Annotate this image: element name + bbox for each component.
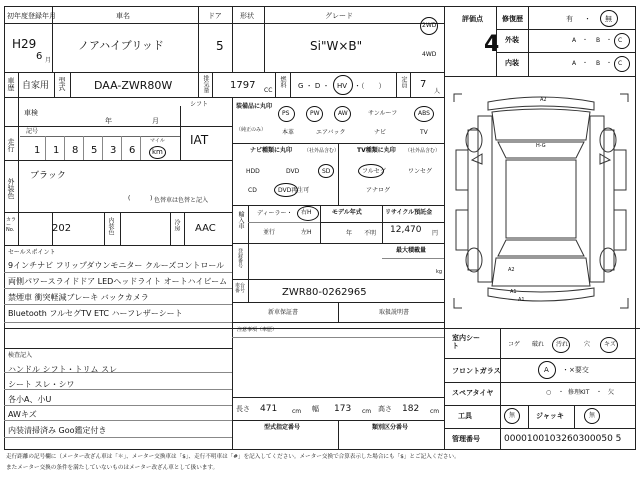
diagram-mark-rear-bumper-2: A1	[518, 297, 525, 303]
color-value: ブラック	[30, 171, 66, 181]
spare-item-4: 欠	[608, 389, 615, 396]
tv-item-1: ワンセグ	[408, 168, 433, 175]
car-name: ノアハイブリッド	[78, 39, 164, 52]
exterior-grade-sep-1: ・	[606, 37, 613, 44]
equipment-2: AW	[338, 110, 348, 117]
length-value: 471	[260, 404, 278, 414]
model-value: DAA-ZWR80W	[94, 79, 173, 92]
exterior-grade-B: B	[596, 37, 601, 44]
seat-item-0: コゲ	[508, 341, 521, 348]
interior-grade-A: A	[572, 60, 577, 67]
spare-item-3: ・	[596, 389, 603, 396]
displacement-label: 排気量	[202, 75, 209, 93]
handle-right: 右H	[301, 209, 312, 216]
sales-line-3: 禁煙車 衝突軽減ブレーキ バックカメラ	[8, 293, 149, 302]
type-cert-label: 型式指定番号	[264, 424, 301, 431]
odometer-digit-6: 6	[129, 145, 136, 156]
sales-line-2: 両側パワースライドドア LEDヘッドライト オートハイビーム	[8, 277, 228, 286]
front-glass-label: フロントガラス	[452, 367, 501, 375]
drive-2wd: 2WD	[422, 22, 437, 29]
sales-line-1: 9インチナビ フリップダウンモニター クルーズコントロール	[8, 261, 225, 270]
notes-history-label: 注意事項（車歴）	[237, 327, 278, 333]
first-reg-month-unit: 月	[45, 57, 52, 64]
usage-label: 車歴	[7, 77, 15, 91]
model-year-unit: 年	[346, 230, 353, 237]
nav-item-1: DVD	[286, 168, 300, 175]
equipment-0: PS	[282, 110, 290, 117]
displacement-value: 1797	[230, 80, 256, 91]
width-value: 173	[334, 404, 352, 414]
ac-value: AAC	[195, 223, 216, 234]
note-line-3: 各小A、小U	[8, 395, 52, 404]
odometer-unit-km: km	[152, 148, 163, 156]
first-reg-year: H29	[12, 37, 37, 51]
note-line-4: AWキズ	[8, 410, 37, 419]
usage-value: 自家用	[22, 81, 50, 91]
inspection-year-unit: 年	[105, 117, 112, 125]
equipment-row2-3: TV	[420, 129, 428, 136]
tv-type-sub: （社外品含む）	[405, 148, 441, 154]
note-line-1: ハンドル シフト・トリム スレ	[8, 365, 118, 374]
nav-item-4: DVD再生可	[278, 187, 310, 194]
jack-label: ジャッキ	[536, 412, 564, 420]
color-code-label: カラーNo.	[6, 217, 17, 233]
capacity-label: 定員	[400, 76, 407, 88]
score-value: 4	[484, 32, 500, 57]
fuel-paren: ・（ ）	[354, 82, 386, 90]
door-label: ドア	[208, 12, 222, 20]
equipment-sub-label: （純正のみ）	[236, 127, 267, 133]
interior-grade-sep-0: ・	[582, 60, 589, 67]
spare-item-1: ・	[558, 389, 565, 396]
sales-line-4: Bluetooth フルセグTV ETC ハーフレザーシート	[8, 309, 183, 318]
exterior-label: 外装	[505, 36, 519, 44]
new-car-warranty: 新車保証書	[268, 309, 299, 316]
interior-grade-B: B	[596, 60, 601, 67]
jack-value: 無	[589, 412, 596, 419]
fuel-selected: HV	[337, 82, 348, 90]
diagram-mark-front: A2	[540, 97, 547, 103]
front-glass-a: A	[544, 366, 549, 374]
recycle-unit: 円	[432, 230, 439, 237]
owner-manual: 取扱説明書	[379, 309, 410, 316]
note-line-2: シート スレ・シワ	[8, 380, 75, 389]
tool-value: 無	[509, 412, 516, 419]
seat-item-2: 汚れ	[556, 341, 569, 348]
import-label: 輸入車	[237, 211, 244, 229]
exterior-grade-C: C	[618, 37, 623, 44]
fuel-label: 燃料	[279, 76, 286, 88]
inspector-notes-label: 検査記入	[8, 352, 33, 359]
repair-label: 修復歴	[502, 15, 523, 23]
footer-note-2: またメーター交換の条件を満たしていないものはメーター改ざん車として扱います。	[6, 465, 219, 471]
equipment-1: PW	[310, 110, 320, 117]
first-reg-month: 6	[36, 51, 43, 62]
interior-color-label: 内装色	[107, 217, 114, 235]
exterior-grade-A: A	[572, 37, 577, 44]
diagram-mark-rear-bumper: A1	[510, 289, 517, 295]
nav-item-3: CD	[248, 187, 257, 194]
height-label: 高さ	[378, 405, 392, 413]
length-label: 長さ	[236, 405, 250, 413]
odometer-symbol-label: 記号	[26, 128, 39, 135]
footer-note-1: 走行距離の記号欄に（メーター改ざん車は「＊」、メーター交換車は「$」、走行不明車は「#」を記入してください。メーター交換で合算表示した場合にも「$」とご記入ください。	[6, 454, 460, 460]
tv-type-label: TV種類に丸印	[357, 147, 396, 154]
equipment-row2-0: 本革	[282, 129, 295, 136]
import-dealer: ディーラー・	[257, 210, 293, 217]
recycle-value: 12,470	[390, 225, 422, 235]
seat-item-4: キズ	[604, 341, 616, 348]
handle-left: 左H	[301, 229, 312, 236]
nav-item-0: HDD	[246, 168, 260, 175]
model-year-value: 不明	[364, 230, 377, 237]
color-paren-close: )	[150, 195, 153, 202]
diagram-mark-roof: H-G	[536, 143, 546, 149]
chassis-value: ZWR80-0262965	[282, 287, 367, 298]
ac-label: 冷房	[173, 219, 180, 231]
spare-tire-label: スペアタイヤ	[452, 389, 494, 397]
inspection-label: 車検	[24, 109, 38, 117]
nav-item-2: SD	[322, 168, 331, 175]
inspection-month-unit: 月	[152, 117, 159, 125]
shape-label: 形状	[240, 12, 254, 20]
interior-label: 内装	[505, 59, 519, 67]
tv-item-2: アナログ	[366, 187, 391, 194]
nav-type-sub: （社外品含む）	[304, 148, 340, 154]
width-unit: cm	[362, 408, 372, 415]
seat-label: 室内シート	[452, 334, 480, 351]
score-label: 評価点	[462, 15, 483, 23]
odometer-digit-5: 3	[110, 145, 117, 156]
chassis-label: 車台番号	[235, 283, 246, 294]
color-paren: (	[128, 195, 131, 202]
mgmt-label: 管理番号	[452, 435, 480, 443]
interior-grade-C: C	[618, 60, 623, 67]
width-label: 幅	[312, 405, 319, 413]
capacity-unit: 人	[434, 88, 441, 95]
seat-item-1: 破れ	[532, 341, 545, 348]
repair-no: 無	[605, 15, 612, 23]
displacement-unit: CC	[264, 87, 273, 94]
recycle-label: リサイクル預託金	[385, 209, 433, 216]
color-code: 202	[52, 223, 72, 234]
max-load-label: 最大積載量	[396, 247, 427, 254]
nav-type-label: ナビ種類に丸印	[250, 147, 293, 154]
shift-value: IAT	[190, 133, 209, 147]
import-parallel: 並行	[263, 229, 276, 236]
class-number-label: 類別区分番号	[372, 424, 409, 431]
seat-item-3: 穴	[584, 341, 591, 348]
equipment-4: ABS	[418, 110, 430, 117]
registration-label: 登録番号	[237, 248, 243, 268]
odometer-digit-3: 8	[72, 145, 79, 156]
odometer-digit-1: 1	[34, 145, 41, 156]
odometer-unit-mile: マイル	[150, 138, 165, 144]
grade-value: Si"W×B"	[310, 39, 363, 53]
color-label: 外装色	[7, 178, 15, 199]
sales-points-label: セールスポイント	[8, 249, 56, 256]
tool-label: 工具	[458, 412, 472, 420]
model-label: 型式	[58, 77, 66, 91]
fuel-options: G ・ D ・	[298, 82, 330, 90]
odometer-digit-4: 5	[91, 145, 98, 156]
height-value: 182	[402, 404, 420, 414]
height-unit: cm	[430, 408, 440, 415]
mgmt-value: 0000100103260300050 5	[504, 434, 622, 444]
capacity-value: 7	[420, 79, 427, 90]
shift-label: シフト	[190, 101, 209, 108]
tv-item-0: フルセグ	[362, 168, 386, 175]
interior-grade-sep-1: ・	[606, 60, 613, 67]
exterior-grade-sep-0: ・	[582, 37, 589, 44]
front-glass-x: ・×要交	[562, 366, 589, 374]
note-line-5: 内装清掃済み Goo鑑定付き	[8, 426, 107, 435]
spare-item-2: 修理KIT	[568, 389, 590, 396]
max-load-unit: kg	[436, 269, 443, 275]
equipment-label: 装備品に丸印	[236, 103, 273, 110]
diagram-mark-rear: A2	[508, 267, 515, 273]
odometer-label: 走行	[7, 138, 15, 152]
repair-dot: ・	[584, 15, 591, 23]
spare-item-0: ○	[546, 389, 552, 396]
model-year-label: モデル年式	[332, 209, 362, 216]
color-note: 色替車は色替と記入	[154, 197, 209, 204]
grade-label: グレード	[325, 12, 353, 20]
damage-diagram	[448, 80, 634, 326]
length-unit: cm	[292, 408, 302, 415]
equipment-row2-2: ナビ	[374, 129, 387, 136]
equipment-3: サンルーフ	[368, 110, 398, 117]
car-name-label: 車名	[116, 12, 130, 20]
drive-4wd: 4WD	[422, 51, 437, 58]
door-count: 5	[216, 39, 224, 53]
odometer-digit-2: 1	[53, 145, 60, 156]
repair-yes: 有	[566, 15, 573, 23]
equipment-row2-1: エアバック	[316, 129, 346, 136]
first-reg-label: 初年度登録年月	[7, 12, 56, 20]
